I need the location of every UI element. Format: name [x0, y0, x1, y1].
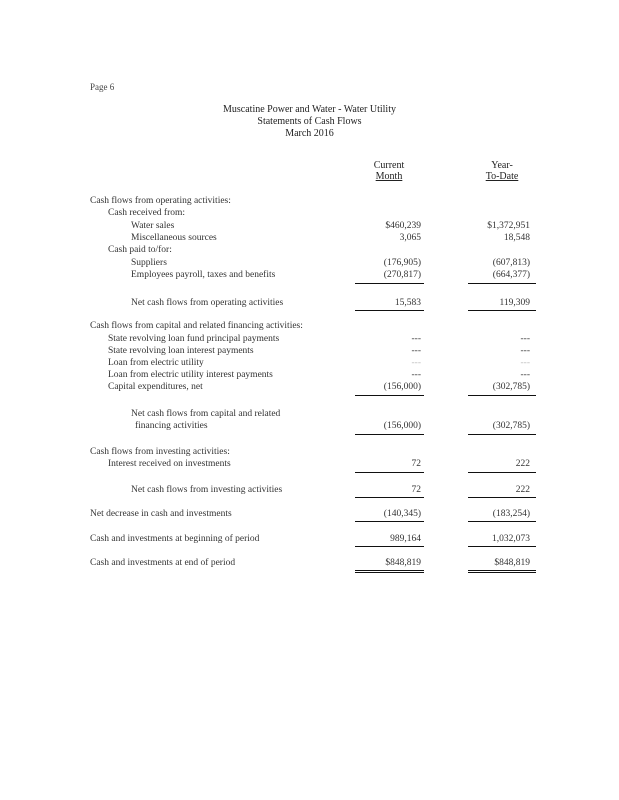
total-rule: [355, 546, 424, 547]
row-label-net-operating: Net cash flows from operating activities: [131, 298, 284, 308]
row-label-srf-principal: State revolving loan fund principal payments: [108, 334, 280, 344]
row-value-net-operating-ytd: 119,309: [499, 298, 530, 308]
row-value-net-investing-ytd: 222: [515, 485, 530, 495]
column-header-ytd-line2: To-Date: [485, 171, 519, 182]
page-label: Page 6: [90, 82, 115, 92]
section-heading-capital: Cash flows from capital and related financing activities:: [90, 321, 303, 331]
report-period: March 2016: [285, 128, 334, 139]
row-value-suppliers-current: (176,905): [383, 258, 421, 268]
total-rule: [355, 497, 424, 498]
column-header-current-line2: Month: [375, 171, 403, 182]
row-label-beginning-balance: Cash and investments at beginning of period: [90, 534, 260, 544]
row-value-srf-interest-current: ---: [411, 346, 421, 356]
column-header-current: [349, 160, 429, 182]
total-rule: [355, 521, 424, 522]
row-value-misc-current: 3,065: [399, 233, 421, 243]
row-value-srf-principal-ytd: ---: [520, 334, 530, 344]
column-header-current-line1: Current: [373, 160, 405, 171]
row-value-water-sales-current: $460,239: [385, 221, 421, 231]
row-label-suppliers: Suppliers: [131, 258, 167, 268]
total-rule: [355, 310, 424, 311]
row-value-interest-received-current: 72: [411, 459, 421, 469]
total-rule: [468, 546, 536, 547]
total-rule: [468, 434, 536, 435]
row-label-net-decrease: Net decrease in cash and investments: [90, 509, 232, 519]
total-rule: [468, 497, 536, 498]
total-rule: [468, 310, 536, 311]
subtotal-rule: [468, 283, 536, 284]
row-value-ending-ytd: $848,819: [494, 558, 530, 568]
subtotal-rule: [468, 472, 536, 473]
section-heading-investing: Cash flows from investing activities:: [90, 447, 230, 457]
total-rule: [468, 521, 536, 522]
row-value-loan-electric-interest-current: ---: [411, 370, 421, 380]
row-value-water-sales-ytd: $1,372,951: [487, 221, 530, 231]
row-value-net-operating-current: 15,583: [394, 298, 421, 308]
subtotal-rule: [355, 283, 424, 284]
double-total-rule: [468, 570, 536, 574]
report-title: Muscatine Power and Water - Water Utility: [223, 104, 396, 115]
row-value-interest-received-ytd: 222: [515, 459, 530, 469]
row-value-net-capital-ytd: (302,785): [492, 421, 530, 431]
row-label-ending-balance: Cash and investments at end of period: [90, 558, 236, 568]
row-label-water-sales: Water sales: [131, 221, 175, 231]
row-value-net-investing-current: 72: [411, 485, 421, 495]
column-header-ytd: [462, 160, 542, 182]
row-value-srf-principal-current: ---: [411, 334, 421, 344]
row-value-beginning-current: 989,164: [390, 534, 421, 544]
row-label-capex: Capital expenditures, net: [108, 382, 203, 392]
double-total-rule: [355, 570, 424, 574]
row-label-srf-interest: State revolving loan interest payments: [108, 346, 254, 356]
row-value-ending-current: $848,819: [385, 558, 421, 568]
row-value-srf-interest-ytd: ---: [520, 346, 530, 356]
row-value-misc-ytd: 18,548: [503, 233, 530, 243]
subheading-cash-paid: Cash paid to/for:: [108, 245, 172, 255]
row-label-misc-sources: Miscellaneous sources: [131, 233, 217, 243]
row-value-net-capital-current: (156,000): [383, 421, 421, 431]
row-label-loan-electric-interest: Loan from electric utility interest payments: [108, 370, 273, 380]
row-value-capex-ytd: (302,785): [492, 382, 530, 392]
total-rule: [355, 434, 424, 435]
subtotal-rule: [468, 395, 536, 396]
row-value-loan-electric-ytd: ---: [520, 358, 530, 368]
row-value-capex-current: (156,000): [383, 382, 421, 392]
row-value-payroll-ytd: (664,377): [492, 270, 530, 280]
row-label-payroll: Employees payroll, taxes and benefits: [131, 270, 276, 280]
subtotal-rule: [355, 472, 424, 473]
section-heading-operating: Cash flows from operating activities:: [90, 196, 231, 206]
row-value-loan-electric-interest-ytd: ---: [520, 370, 530, 380]
row-label-interest-received: Interest received on investments: [108, 459, 231, 469]
column-header-ytd-line1: Year-: [491, 160, 513, 171]
row-value-net-decrease-ytd: (183,254): [492, 509, 530, 519]
row-label-net-investing: Net cash flows from investing activities: [131, 485, 283, 495]
row-value-beginning-ytd: 1,032,073: [492, 534, 530, 544]
row-label-loan-electric: Loan from electric utility: [108, 358, 204, 368]
row-label-net-capital-line2: financing activities: [135, 421, 208, 431]
row-value-payroll-current: (270,817): [383, 270, 421, 280]
row-value-loan-electric-current: ---: [411, 358, 421, 368]
row-label-net-capital-line1: Net cash flows from capital and related: [131, 409, 281, 419]
report-subtitle: Statements of Cash Flows: [257, 116, 362, 127]
row-value-net-decrease-current: (140,345): [383, 509, 421, 519]
subheading-cash-received: Cash received from:: [108, 208, 186, 218]
subtotal-rule: [355, 395, 424, 396]
row-value-suppliers-ytd: (607,813): [492, 258, 530, 268]
